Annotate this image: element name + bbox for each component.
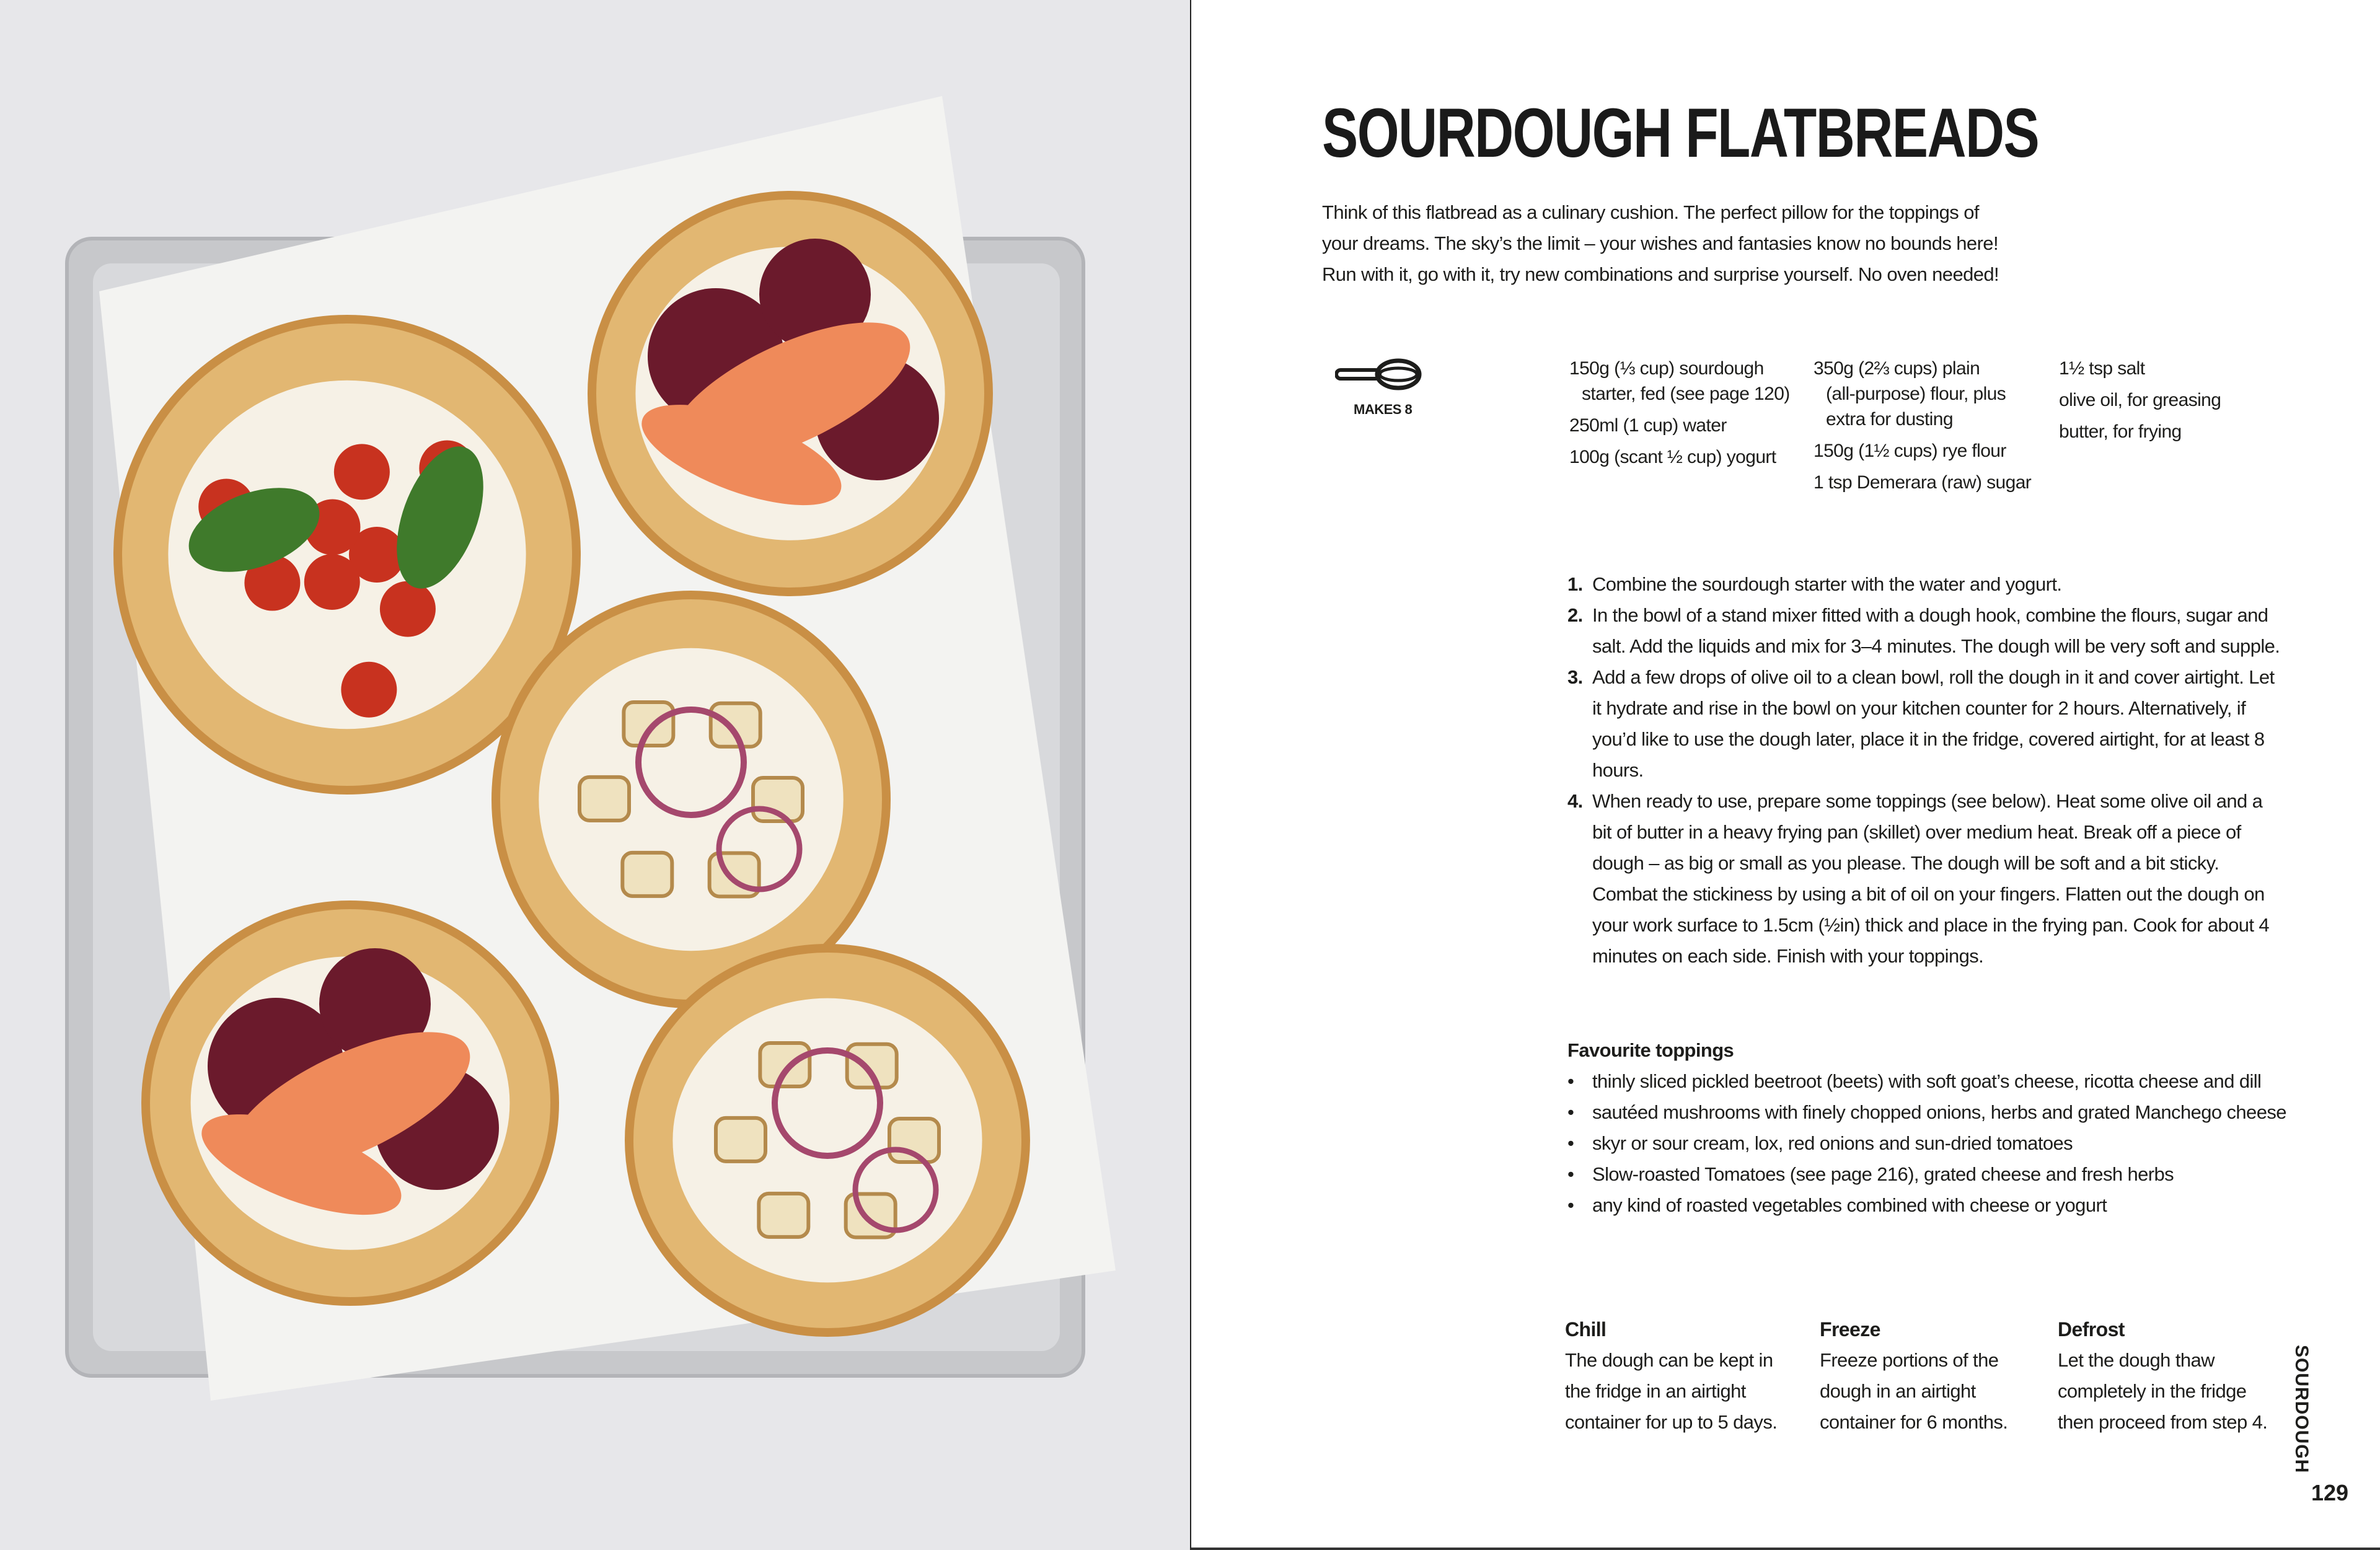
method-steps xyxy=(1567,569,2286,972)
step-number: 2. xyxy=(1567,604,1583,626)
topping-text: skyr or sour cream, lox, red onions and sun-dried tomatoes xyxy=(1592,1132,2073,1154)
step-number: 4. xyxy=(1567,790,1583,812)
tip-heading: Chill xyxy=(1565,1318,1606,1341)
mushroom-piece xyxy=(716,1118,765,1161)
ingredient xyxy=(1569,413,1805,438)
ingredient-line: 150g (1½ cups) rye flour xyxy=(1814,441,2006,461)
tip-freeze xyxy=(1820,1314,2055,1438)
tomato-slice xyxy=(304,554,360,610)
bullet: • xyxy=(1567,1163,1574,1185)
mushroom-piece xyxy=(580,777,629,821)
whisk-icon xyxy=(1335,358,1422,394)
tomato-slice xyxy=(341,662,397,718)
ingredient-line: 100g (scant ½ cup) yogurt xyxy=(1569,447,1776,467)
topping-item xyxy=(1567,1066,2286,1097)
step-number: 3. xyxy=(1567,666,1583,688)
ingredient xyxy=(1569,356,1805,407)
ingredient-line: 250ml (1 cup) water xyxy=(1569,415,1727,436)
ingredient-line: 350g (2⅔ cups) plain xyxy=(1814,358,1980,379)
bullet: • xyxy=(1567,1101,1574,1123)
ingredient xyxy=(2059,419,2270,444)
tomato-slice xyxy=(334,444,390,500)
mushroom-piece xyxy=(624,702,673,746)
ingredient-line: butter, for frying xyxy=(2059,421,2182,442)
page-number: 129 xyxy=(2311,1480,2349,1505)
ingredient xyxy=(1814,356,2049,432)
topping-text: thinly sliced pickled beetroot (beets) with soft goat’s cheese, ricotta cheese and dill xyxy=(1592,1070,2262,1092)
step-text: When ready to use, prepare some toppings (see below). Heat some olive oil and a bit of butter in a heavy frying pan (skillet) over medium heat. Break off a piece of dough – as big or small as you please. The dough will be soft and a bit sticky. Combat the stickiness by using a bit of oil on your fingers. Flatten out the dough on your work surface to 1.5cm (½in) thick and place in the frying pan. Cook for about 4 minutes on each side. Finish with your toppings. xyxy=(1592,790,2270,967)
tip-text: Let the dough thaw completely in the fridge then proceed from step 4. xyxy=(2058,1349,2268,1433)
ingredient-line: 1 tsp Demerara (raw) sugar xyxy=(1814,472,2032,493)
tomato-slice xyxy=(380,581,436,637)
intro-line: Run with it, go with it, try new combinations and surprise yourself. No oven needed! xyxy=(1322,263,1999,285)
intro-line: your dreams. The sky’s the limit – your wishes and fantasies know no bounds here! xyxy=(1322,232,1998,254)
favourite-toppings xyxy=(1567,1035,2286,1221)
ingredients-col-2 xyxy=(1814,356,2049,501)
page-title: SOURDOUGH FLATBREADS xyxy=(1322,94,2039,172)
bullet: • xyxy=(1567,1132,1574,1154)
section-tab: SOURDOUGH xyxy=(2291,1345,2312,1474)
tip-text: The dough can be kept in the fridge in an airtight container for up to 5 days. xyxy=(1565,1349,1778,1433)
recipe-page xyxy=(1190,0,2380,1550)
step-text: Combine the sourdough starter with the water and yogurt. xyxy=(1592,573,2062,595)
mushroom-piece xyxy=(759,1194,808,1237)
topping-item xyxy=(1567,1159,2286,1190)
topping-item xyxy=(1567,1097,2286,1128)
tip-text: Freeze portions of the dough in an airtight container for 6 months. xyxy=(1820,1349,2008,1433)
bullet: • xyxy=(1567,1070,1574,1092)
ingredient-line: starter, fed (see page 120) xyxy=(1582,384,1790,404)
tip-chill xyxy=(1565,1314,1800,1438)
toppings-heading: Favourite toppings xyxy=(1567,1039,1734,1061)
tip-heading: Freeze xyxy=(1820,1318,1880,1341)
topping-item xyxy=(1567,1190,2286,1221)
method-step xyxy=(1567,786,2286,972)
ingredient-line: (all-purpose) flour, plus xyxy=(1826,384,2006,404)
topping-text: sautéed mushrooms with finely chopped onions, herbs and grated Manchego cheese xyxy=(1592,1101,2286,1123)
topping-text: Slow-roasted Tomatoes (see page 216), grated cheese and fresh herbs xyxy=(1592,1163,2174,1185)
intro-text xyxy=(1322,197,2035,290)
topping-text: any kind of roasted vegetables combined with cheese or yogurt xyxy=(1592,1194,2107,1216)
mushroom-piece xyxy=(760,1043,809,1086)
method-step xyxy=(1567,569,2286,600)
ingredient-line: extra for dusting xyxy=(1826,409,1953,429)
ingredient xyxy=(2059,356,2270,381)
step-text: In the bowl of a stand mixer fitted with a dough hook, combine the flours, sugar and salt. Add the liquids and mix for 3–4 minutes. The dough will be very soft and supple. xyxy=(1592,604,2280,657)
mushroom-piece xyxy=(622,853,672,896)
ingredients-col-3 xyxy=(2059,356,2270,451)
method-step xyxy=(1567,662,2286,786)
ingredient-line: olive oil, for greasing xyxy=(2059,390,2221,410)
step-text: Add a few drops of olive oil to a clean bowl, roll the dough in it and cover airtight. Let it hydrate and rise in the bowl on your kitchen counter for 2 hours. Alternatively, if you’d like to use the dough later, place it in the fridge, covered airtight, for at least 8 hours. xyxy=(1592,666,2275,781)
yield-label: MAKES 8 xyxy=(1354,402,1413,417)
intro-line: Think of this flatbread as a culinary cushion. The perfect pillow for the toppings of xyxy=(1322,201,1979,223)
tip-defrost xyxy=(2058,1314,2293,1438)
ingredient xyxy=(1814,470,2049,495)
ingredients-col-1 xyxy=(1569,356,1805,476)
ingredient xyxy=(1814,438,2049,464)
ingredient-line: 150g (⅓ cup) sourdough xyxy=(1569,358,1764,379)
bullet: • xyxy=(1567,1194,1574,1216)
ingredient-line: 1½ tsp salt xyxy=(2059,358,2145,379)
topping-item xyxy=(1567,1128,2286,1159)
tip-heading: Defrost xyxy=(2058,1318,2125,1341)
step-number: 1. xyxy=(1567,573,1583,595)
ingredient xyxy=(2059,387,2270,413)
method-step xyxy=(1567,600,2286,662)
ingredient xyxy=(1569,444,1805,470)
